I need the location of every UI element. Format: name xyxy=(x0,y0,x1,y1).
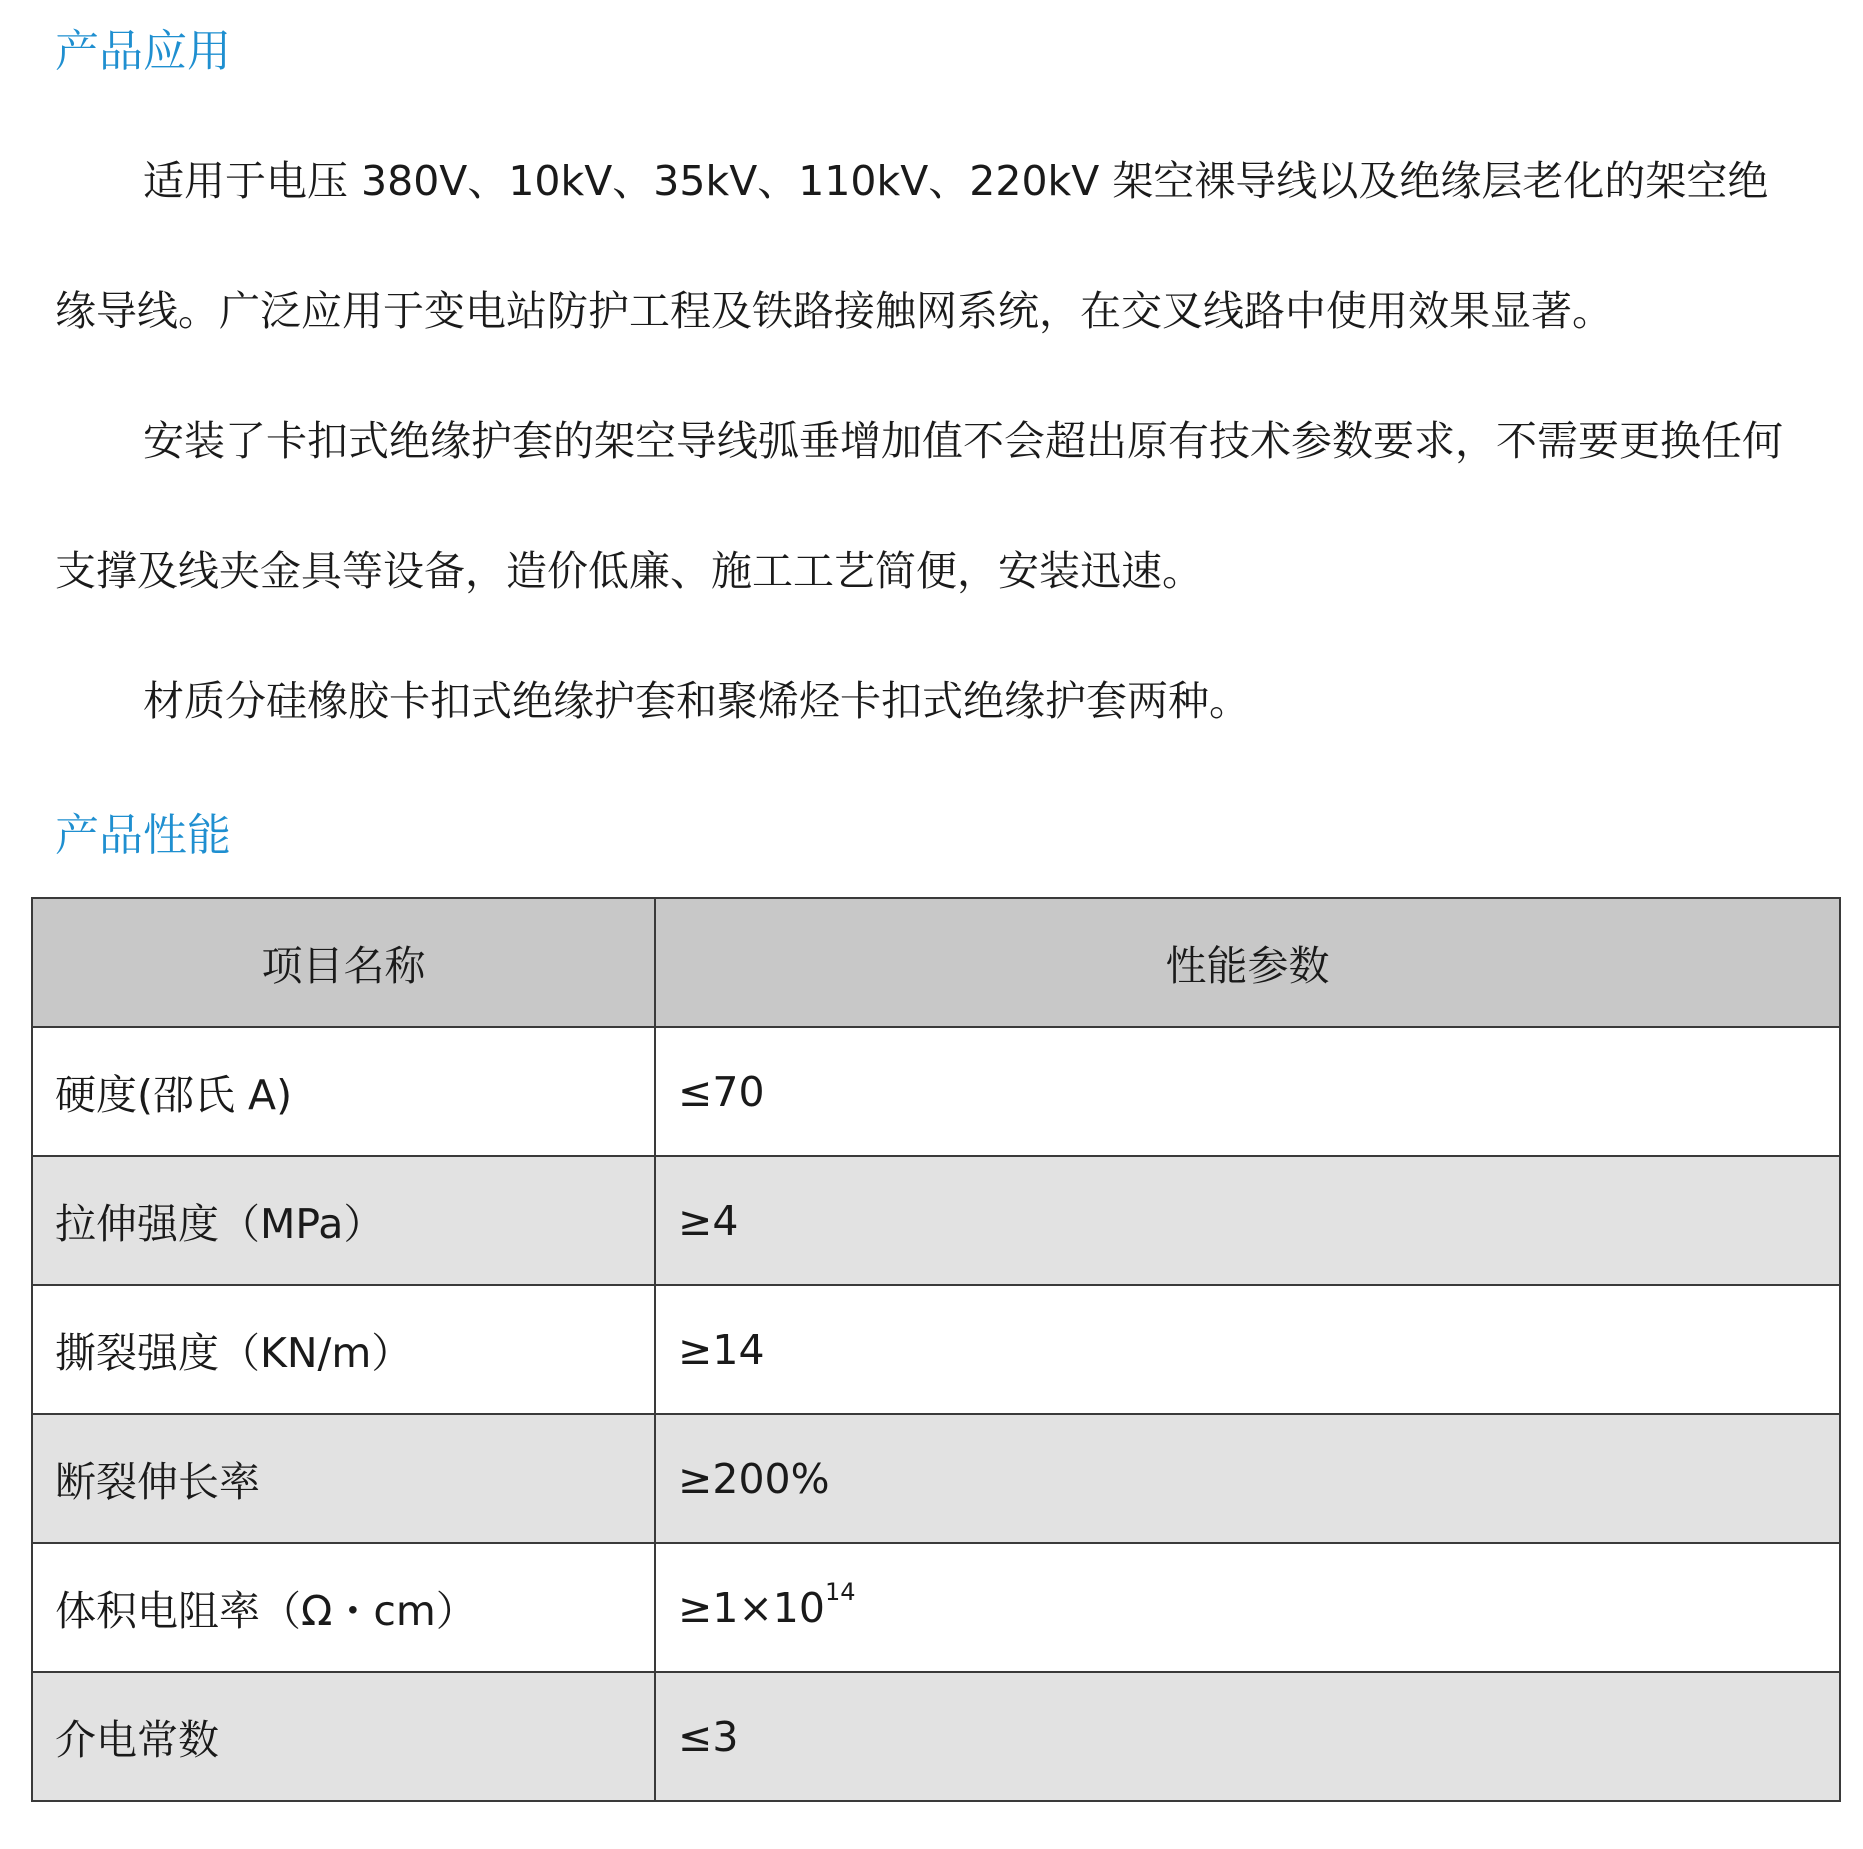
paragraph-application: 适用于电压 380V、10kV、35kV、110kV、220kV 架空裸导线以及绝缘层老化的架空绝缘导线。广泛应用于变电站防护工程及铁路接触网系统，在交叉线路中使用效果显著。 xyxy=(55,157,1769,335)
row-value-tensile-strength: ≥4 xyxy=(655,1156,1840,1285)
section-title-performance: 产品性能 xyxy=(55,810,231,861)
row-name-volume-resistivity: 体积电阻率（Ω・cm） xyxy=(32,1543,655,1672)
table-row xyxy=(32,1672,1840,1801)
row-name-hardness: 硬度(邵氏 A) xyxy=(32,1027,655,1156)
row-name-elongation: 断裂伸长率 xyxy=(32,1414,655,1543)
table-row xyxy=(32,1156,1840,1285)
resistivity-exponent: 14 xyxy=(824,1577,856,1606)
performance-table xyxy=(31,897,1841,1802)
row-name-dielectric-constant: 介电常数 xyxy=(32,1672,655,1801)
table-row xyxy=(32,1285,1840,1414)
row-value-tear-strength: ≥14 xyxy=(655,1285,1840,1414)
row-value-hardness: ≤70 xyxy=(655,1027,1840,1156)
header-item-name: 项目名称 xyxy=(32,898,655,1027)
row-name-tear-strength: 撕裂强度（KN/m） xyxy=(32,1285,655,1414)
paragraph-material: 材质分硅橡胶卡扣式绝缘护套和聚烯烃卡扣式绝缘护套两种。 xyxy=(143,677,1250,725)
table-header-row xyxy=(32,898,1840,1027)
paragraph-installation: 安装了卡扣式绝缘护套的架空导线弧垂增加值不会超出原有技术参数要求，不需要更换任何支撑及线夹金具等设备，造价低廉、施工工艺简便，安装迅速。 xyxy=(55,417,1783,595)
row-value-elongation: ≥200% xyxy=(655,1414,1840,1543)
row-value-dielectric-constant: ≤3 xyxy=(655,1672,1840,1801)
section-title-application: 产品应用 xyxy=(55,26,231,77)
resistivity-base: ≥1×10 xyxy=(678,1583,825,1632)
row-name-tensile-strength: 拉伸强度（MPa） xyxy=(32,1156,655,1285)
table-row xyxy=(32,1414,1840,1543)
table-row xyxy=(32,1543,1840,1672)
header-performance-param: 性能参数 xyxy=(655,898,1840,1027)
table-row xyxy=(32,1027,1840,1156)
row-value-volume-resistivity xyxy=(655,1543,1840,1672)
